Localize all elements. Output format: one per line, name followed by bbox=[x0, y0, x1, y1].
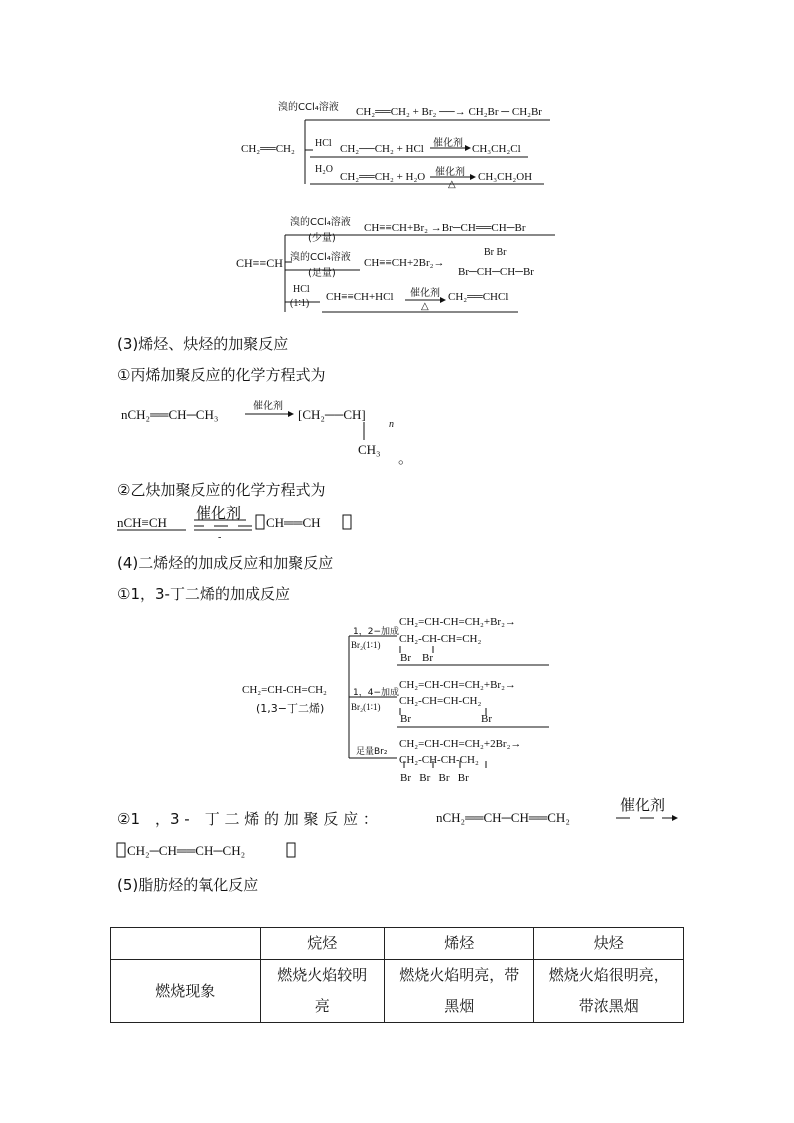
r1-product: CH₂-CH-CH=CH₂ bbox=[399, 633, 482, 645]
acetylene-b1-equation: CH≡≡CH+Br₂ →Br─CH══CH─Br bbox=[364, 222, 526, 234]
table-cell-alkene-line1: 燃烧火焰明亮，带 bbox=[399, 966, 520, 984]
acetylene-b2-product: Br─CH─CH─Br bbox=[458, 266, 534, 278]
r3-bromines: Br Br Br Br bbox=[400, 772, 469, 784]
r3-product: CH₂-CH-CH-CH₂ bbox=[399, 754, 479, 766]
acetylene-b2-condition: 溴的CCl₄溶液 bbox=[290, 252, 351, 263]
acetylene-reactant: CH≡≡CH bbox=[236, 256, 283, 270]
section4-heading: (4)二烯烃的加成反应和加聚反应 bbox=[117, 554, 334, 572]
table-row-label: 燃烧现象 bbox=[111, 960, 261, 1023]
acetylene-poly-dash: - bbox=[218, 532, 222, 543]
r3-equation: CH₂=CH-CH=CH₂+2Br₂→ bbox=[399, 738, 522, 750]
acetylene-poly-catalyst: 催化剂 bbox=[196, 504, 242, 522]
butadiene-poly-catalyst: 催化剂 bbox=[620, 796, 666, 814]
acetylene-b3-ratio: (1∶1) bbox=[290, 298, 310, 309]
propene-degree: n bbox=[389, 419, 394, 430]
table-cell-alkyne-line1: 燃烧火焰很明亮， bbox=[548, 966, 669, 984]
propene-reactant: nCH₂══CH─CH₃ bbox=[121, 407, 219, 422]
propene-catalyst: 催化剂 bbox=[253, 401, 283, 412]
acetylene-b3-product: CH₂══CHCl bbox=[448, 291, 509, 303]
ethylene-b3-condition: H₂O bbox=[315, 164, 333, 175]
table-row bbox=[111, 960, 684, 1023]
acetylene-poly-product: CH══CH bbox=[266, 515, 321, 530]
acetylene-b1-condition: 溴的CCl₄溶液 bbox=[290, 217, 351, 228]
table-cell-alkane-line2: 亮 bbox=[314, 997, 330, 1015]
table-cell-alkane bbox=[260, 960, 384, 1023]
acetylene-b3-heat: △ bbox=[421, 301, 429, 312]
table-header-alkene: 烯烃 bbox=[384, 928, 534, 960]
ethylene-b2-equation: CH₂──CH₂ + HCl bbox=[340, 143, 424, 155]
r2-bromine-left: Br bbox=[400, 713, 411, 725]
r3-condition: 足量Br₂ bbox=[356, 747, 388, 757]
acetylene-b2-br-top: Br Br bbox=[484, 247, 507, 258]
r1-equation: CH₂=CH-CH=CH₂+Br₂→ bbox=[399, 616, 516, 628]
r2-condition-top: 1，4−加成 bbox=[353, 688, 399, 698]
table-header-alkyne: 炔烃 bbox=[534, 928, 684, 960]
r2-bromine-right: Br bbox=[481, 713, 492, 725]
ethylene-reactant: CH₂══CH₂ bbox=[241, 143, 295, 155]
section4-item1: ①1，3-丁二烯的加成反应 bbox=[117, 585, 290, 603]
oxidation-table bbox=[110, 927, 684, 1023]
butadiene-reactant: CH₂=CH-CH=CH₂ bbox=[242, 684, 327, 696]
table-header-alkane: 烷烃 bbox=[260, 928, 384, 960]
butadiene-name: (1,3−丁二烯) bbox=[256, 702, 325, 715]
ethylene-b2-product: CH₃CH₂Cl bbox=[472, 143, 521, 155]
table-header-empty bbox=[111, 928, 261, 960]
acetylene-poly-reactant: nCH≡CH bbox=[117, 515, 167, 530]
acetylene-b3-equation: CH≡≡CH+HCl bbox=[326, 291, 394, 303]
section3-heading: (3)烯烃、炔烃的加聚反应 bbox=[117, 335, 289, 353]
ethylene-b2-catalyst: 催化剂 bbox=[433, 138, 463, 149]
ethylene-b1-equation: CH₂══CH₂ + Br₂ ──→ CH₂Br ─ CH₂Br bbox=[356, 106, 542, 118]
ethylene-b3-heat: △ bbox=[448, 179, 456, 190]
table-cell-alkyne bbox=[534, 960, 684, 1023]
section3-item1: ①丙烯加聚反应的化学方程式为 bbox=[117, 366, 326, 384]
acetylene-b3-catalyst: 催化剂 bbox=[410, 288, 440, 299]
ethylene-b1-condition: 溴的CCl₄溶液 bbox=[278, 102, 339, 113]
butadiene-poly-product: CH₂─CH══CH─CH₂ bbox=[127, 843, 246, 858]
table-cell-alkyne-line2: 带浓黑烟 bbox=[578, 997, 639, 1015]
butadiene-poly-reactant: nCH₂══CH─CH══CH₂ bbox=[436, 810, 570, 825]
r1-condition-bottom: Br₂(1∶1) bbox=[351, 640, 381, 650]
propene-methyl: CH₃ bbox=[358, 442, 381, 457]
propene-product: [CH₂──CH] bbox=[298, 407, 366, 422]
section3-item2: ②乙炔加聚反应的化学方程式为 bbox=[117, 481, 326, 499]
propene-period: 。 bbox=[398, 449, 414, 467]
r2-product: CH₂-CH=CH-CH₂ bbox=[399, 695, 482, 707]
acetylene-b3-condition: HCl bbox=[293, 284, 310, 295]
table-cell-alkane-line1: 燃烧火焰较明 bbox=[277, 966, 368, 984]
table-header-row bbox=[111, 928, 684, 960]
acetylene-b2-equation: CH≡≡CH+2Br₂→ bbox=[364, 257, 445, 269]
ethylene-b3-product: CH₃CH₂OH bbox=[478, 171, 533, 183]
section5-heading: (5)脂肪烃的氧化反应 bbox=[117, 876, 259, 894]
r1-bromines: Br Br bbox=[400, 652, 433, 664]
r1-condition-top: 1，2−加成 bbox=[353, 627, 399, 637]
acetylene-b2-amount: (足量) bbox=[308, 268, 336, 279]
ethylene-b3-catalyst: 催化剂 bbox=[435, 167, 465, 178]
table-cell-alkene bbox=[384, 960, 534, 1023]
ethylene-b2-condition: HCl bbox=[315, 138, 332, 149]
ethylene-b3-equation: CH₂══CH₂ + H₂O bbox=[340, 171, 426, 183]
table-cell-alkene-line2: 黑烟 bbox=[444, 997, 475, 1015]
section4-item2: ②1 ，3 - 丁 二 烯 的 加 聚 反 应 ： bbox=[117, 810, 378, 828]
acetylene-b1-amount: (少量) bbox=[308, 233, 336, 244]
r2-condition-bottom: Br₂(1∶1) bbox=[351, 702, 381, 712]
r2-equation: CH₂=CH-CH=CH₂+Br₂→ bbox=[399, 679, 516, 691]
